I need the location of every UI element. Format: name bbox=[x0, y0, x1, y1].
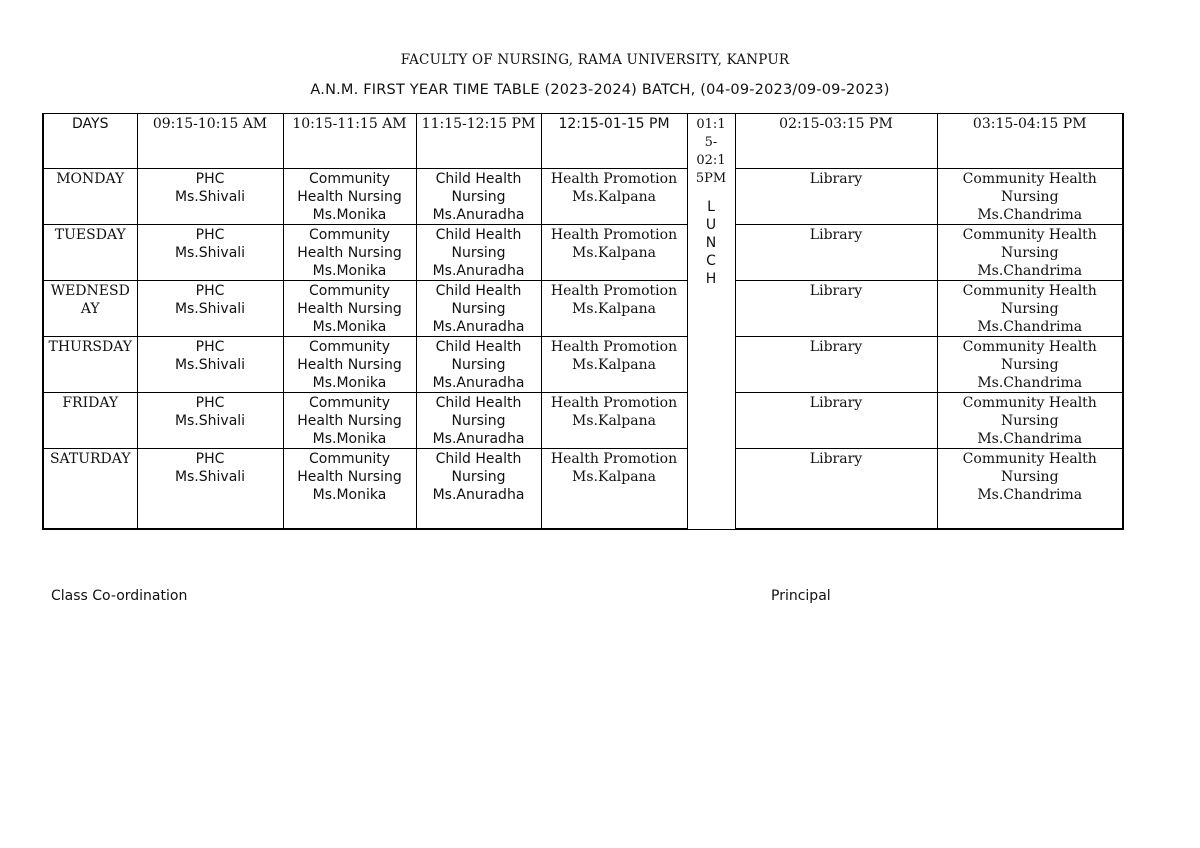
table-row bbox=[43, 169, 1123, 225]
cell-line: Community bbox=[308, 227, 391, 243]
period-5-cell: Library bbox=[735, 225, 937, 281]
header-row bbox=[43, 114, 1123, 169]
period-5-cell: Library bbox=[735, 393, 937, 449]
cell-line: Nursing bbox=[1000, 245, 1059, 261]
cell-line: Health Nursing bbox=[297, 413, 402, 429]
cell-line: Ms.Monika bbox=[312, 263, 387, 279]
cell-line: Ms.Monika bbox=[312, 431, 387, 447]
cell-line: Ms.Kalpana bbox=[572, 413, 656, 429]
cell-line: Ms.Chandrima bbox=[977, 207, 1083, 223]
cell-line: Community Health bbox=[962, 171, 1097, 187]
cell-line: Nursing bbox=[451, 245, 506, 261]
cell-line: Ms.Monika bbox=[312, 207, 387, 223]
cell-line: Community bbox=[308, 283, 391, 299]
cell-line: Ms.Monika bbox=[312, 487, 387, 503]
principal-signature: Principal bbox=[771, 588, 831, 604]
column-header-days: DAYS bbox=[43, 114, 137, 169]
cell-line: PHC bbox=[195, 171, 225, 187]
column-header-period-2: 10:15-11:15 AM bbox=[283, 114, 416, 169]
table-row bbox=[43, 337, 1123, 393]
period-3-cell bbox=[416, 449, 541, 530]
cell-line: Nursing bbox=[451, 413, 506, 429]
period-4-cell bbox=[541, 281, 687, 337]
period-3-cell bbox=[416, 393, 541, 449]
period-6-cell bbox=[937, 225, 1123, 281]
cell-line: Health Nursing bbox=[297, 301, 402, 317]
period-5-cell: Library bbox=[735, 337, 937, 393]
cell-line: Ms.Chandrima bbox=[977, 431, 1083, 447]
period-6-cell bbox=[937, 337, 1123, 393]
cell-line: Child Health bbox=[435, 171, 522, 187]
timetable bbox=[42, 113, 1124, 530]
cell-line: Ms.Kalpana bbox=[572, 357, 656, 373]
cell-line: Ms.Chandrima bbox=[977, 263, 1083, 279]
cell-line: Nursing bbox=[1000, 413, 1059, 429]
cell-line: Ms.Chandrima bbox=[977, 487, 1083, 503]
cell-line: Ms.Kalpana bbox=[572, 469, 656, 485]
cell-line: Ms.Anuradha bbox=[432, 375, 525, 391]
cell-line: Nursing bbox=[451, 301, 506, 317]
cell-line: Ms.Chandrima bbox=[977, 375, 1083, 391]
cell-line: Child Health bbox=[435, 451, 522, 467]
class-coordination-signature: Class Co-ordination bbox=[51, 588, 188, 604]
cell-line: Ms.Kalpana bbox=[572, 189, 656, 205]
cell-line: Nursing bbox=[451, 189, 506, 205]
period-5-cell: Library bbox=[735, 281, 937, 337]
cell-line: Ms.Anuradha bbox=[432, 487, 525, 503]
day-cell: TUESDAY bbox=[43, 225, 137, 281]
day-cell: FRIDAY bbox=[43, 393, 137, 449]
lunch-letter: U bbox=[705, 217, 717, 233]
table-row bbox=[43, 393, 1123, 449]
cell-line: Community Health bbox=[962, 339, 1097, 355]
cell-line: Child Health bbox=[435, 283, 522, 299]
cell-line: Ms.Shivali bbox=[174, 357, 246, 373]
cell-line: Health Nursing bbox=[297, 469, 402, 485]
institution-title: FACULTY OF NURSING, RAMA UNIVERSITY, KANPUR bbox=[400, 52, 790, 68]
period-5-cell: Library bbox=[735, 449, 937, 530]
period-4-cell bbox=[541, 337, 687, 393]
period-1-cell bbox=[137, 337, 283, 393]
cell-line: Nursing bbox=[1000, 301, 1059, 317]
cell-line: PHC bbox=[195, 339, 225, 355]
period-2-cell bbox=[283, 281, 416, 337]
cell-line: Ms.Anuradha bbox=[432, 319, 525, 335]
lunch-letter: H bbox=[705, 271, 717, 287]
day-cell: MONDAY bbox=[43, 169, 137, 225]
cell-line: Health Promotion bbox=[550, 339, 678, 355]
period-3-cell bbox=[416, 337, 541, 393]
lunch-break-cell bbox=[687, 114, 735, 530]
cell-line: Nursing bbox=[1000, 357, 1059, 373]
table-row bbox=[43, 281, 1123, 337]
table-row bbox=[43, 225, 1123, 281]
lunch-time-line: 01:1 bbox=[696, 117, 726, 132]
period-1-cell bbox=[137, 225, 283, 281]
cell-line: Child Health bbox=[435, 227, 522, 243]
cell-line: PHC bbox=[195, 395, 225, 411]
cell-line: PHC bbox=[195, 451, 225, 467]
lunch-letter: N bbox=[705, 235, 717, 251]
period-4-cell bbox=[541, 393, 687, 449]
period-1-cell bbox=[137, 393, 283, 449]
cell-line: Nursing bbox=[1000, 189, 1059, 205]
cell-line: Health Nursing bbox=[297, 189, 402, 205]
period-5-cell: Library bbox=[735, 169, 937, 225]
lunch-letter: L bbox=[707, 199, 715, 215]
cell-line: Health Promotion bbox=[550, 395, 678, 411]
lunch-time-line: 5PM bbox=[695, 171, 727, 186]
cell-line: Ms.Monika bbox=[312, 319, 387, 335]
period-1-cell bbox=[137, 449, 283, 530]
cell-line: Health Promotion bbox=[550, 451, 678, 467]
cell-line: Community bbox=[308, 171, 391, 187]
cell-line: Ms.Anuradha bbox=[432, 263, 525, 279]
period-3-cell bbox=[416, 281, 541, 337]
cell-line: Ms.Shivali bbox=[174, 301, 246, 317]
period-4-cell bbox=[541, 449, 687, 530]
column-header-period-6: 03:15-04:15 PM bbox=[937, 114, 1123, 169]
column-header-period-5: 02:15-03:15 PM bbox=[735, 114, 937, 169]
period-6-cell bbox=[937, 393, 1123, 449]
period-2-cell bbox=[283, 169, 416, 225]
cell-line: Health Promotion bbox=[550, 283, 678, 299]
cell-line: Community bbox=[308, 451, 391, 467]
lunch-time-line: 02:1 bbox=[696, 153, 726, 168]
period-3-cell bbox=[416, 225, 541, 281]
lunch-time-line: 5- bbox=[704, 135, 718, 150]
cell-line: Health Nursing bbox=[297, 245, 402, 261]
cell-line: Community bbox=[308, 395, 391, 411]
cell-line: Community Health bbox=[962, 227, 1097, 243]
column-header-period-3: 11:15-12:15 PM bbox=[416, 114, 541, 169]
cell-line: Ms.Shivali bbox=[174, 189, 246, 205]
cell-line: Community Health bbox=[962, 395, 1097, 411]
cell-line: Nursing bbox=[1000, 469, 1059, 485]
cell-line: Child Health bbox=[435, 339, 522, 355]
period-6-cell bbox=[937, 449, 1123, 530]
cell-line: Nursing bbox=[451, 357, 506, 373]
cell-line: Ms.Monika bbox=[312, 375, 387, 391]
period-1-cell bbox=[137, 169, 283, 225]
cell-line: Community bbox=[308, 339, 391, 355]
period-4-cell bbox=[541, 169, 687, 225]
cell-line: Nursing bbox=[451, 469, 506, 485]
period-6-cell bbox=[937, 169, 1123, 225]
cell-line: Community Health bbox=[962, 451, 1097, 467]
cell-line: Ms.Anuradha bbox=[432, 431, 525, 447]
day-cell: SATURDAY bbox=[43, 449, 137, 530]
day-cell: WEDNESDAY bbox=[43, 281, 137, 337]
cell-line: Ms.Kalpana bbox=[572, 245, 656, 261]
cell-line: Health Nursing bbox=[297, 357, 402, 373]
cell-line: Ms.Shivali bbox=[174, 413, 246, 429]
period-2-cell bbox=[283, 225, 416, 281]
period-2-cell bbox=[283, 393, 416, 449]
cell-line: PHC bbox=[195, 227, 225, 243]
cell-line: Health Promotion bbox=[550, 171, 678, 187]
period-2-cell bbox=[283, 337, 416, 393]
cell-line: Ms.Shivali bbox=[174, 245, 246, 261]
table-row bbox=[43, 449, 1123, 530]
cell-line: Ms.Chandrima bbox=[977, 319, 1083, 335]
day-cell: THURSDAY bbox=[43, 337, 137, 393]
cell-line: Ms.Shivali bbox=[174, 469, 246, 485]
cell-line: Community Health bbox=[962, 283, 1097, 299]
period-2-cell bbox=[283, 449, 416, 530]
cell-line: PHC bbox=[195, 283, 225, 299]
column-header-period-1: 09:15-10:15 AM bbox=[137, 114, 283, 169]
timetable-title: A.N.M. FIRST YEAR TIME TABLE (2023-2024) BATCH, (04-09-2023/09-09-2023) bbox=[310, 82, 890, 98]
period-3-cell bbox=[416, 169, 541, 225]
cell-line: Ms.Anuradha bbox=[432, 207, 525, 223]
period-1-cell bbox=[137, 281, 283, 337]
period-6-cell bbox=[937, 281, 1123, 337]
period-4-cell bbox=[541, 225, 687, 281]
cell-line: Child Health bbox=[435, 395, 522, 411]
cell-line: Ms.Kalpana bbox=[572, 301, 656, 317]
column-header-period-4: 12:15-01-15 PM bbox=[541, 114, 687, 169]
lunch-letter: C bbox=[706, 253, 716, 269]
cell-line: Health Promotion bbox=[550, 227, 678, 243]
